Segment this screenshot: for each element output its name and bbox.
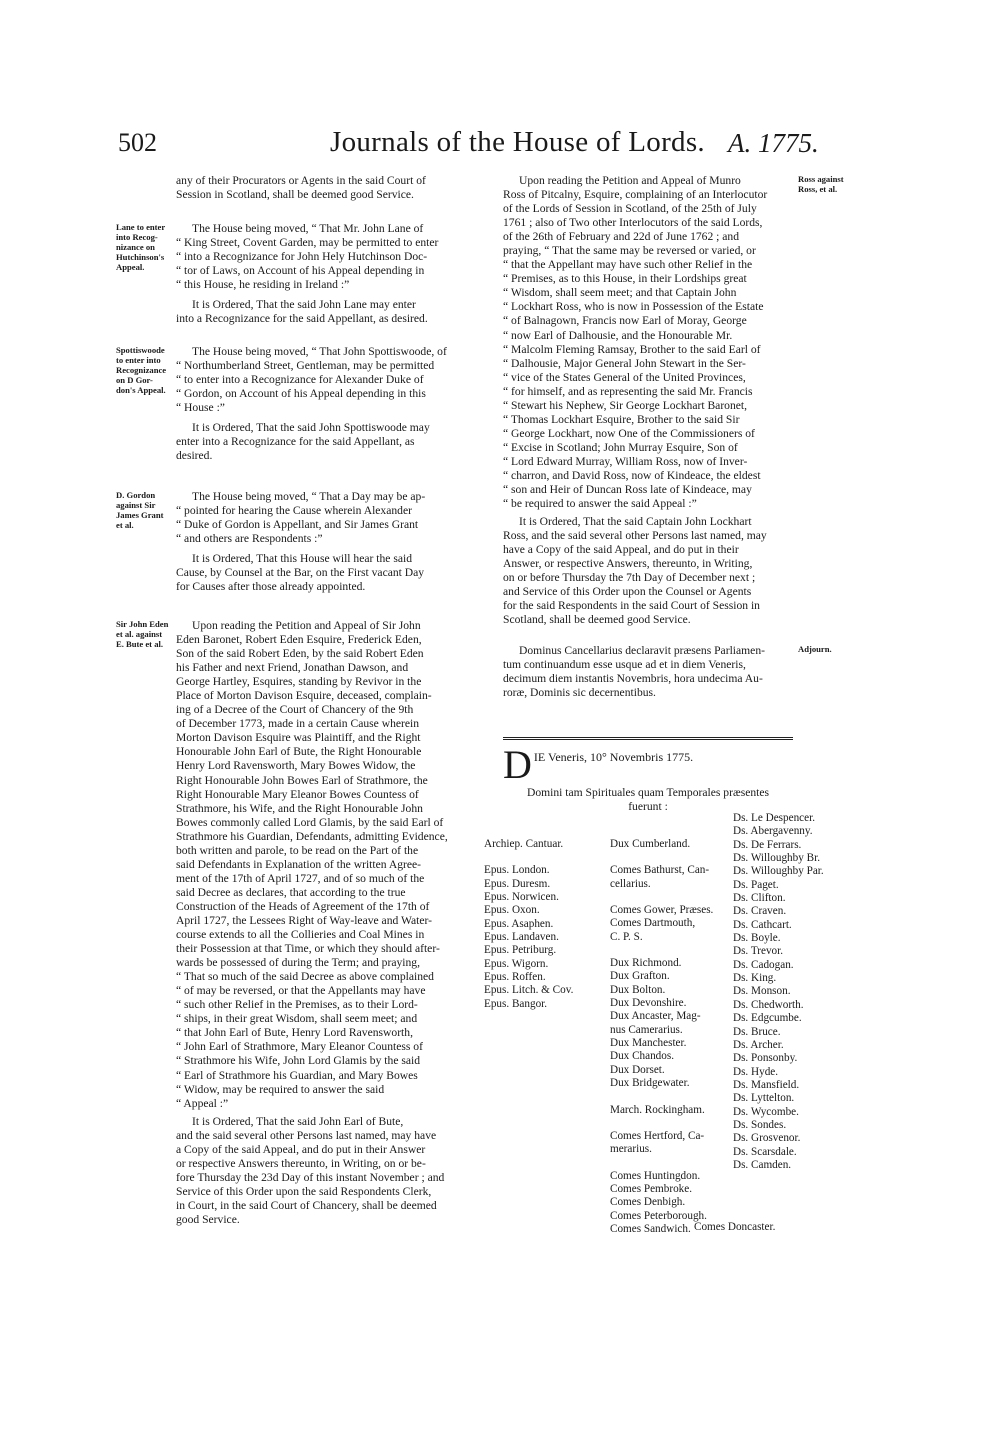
- text-line: “ that John Earl of Bute, Henry Lord Ravensworth,: [176, 1026, 413, 1040]
- roll-entry: Epus. Norwicen.: [484, 891, 559, 904]
- text-line: “ that the Appellant may have such other Relief in the: [503, 258, 753, 272]
- lane-paragraph: [176, 222, 466, 326]
- margin-note-eden: Sir John Eden et al. against E. Bute et al.: [116, 619, 169, 649]
- roll-entry: Comes Huntingdon.: [610, 1169, 701, 1182]
- page-number: 502: [118, 128, 157, 157]
- sitting-heading: [503, 742, 793, 814]
- text-line: Upon reading the Petition and Appeal of Sir John: [192, 619, 421, 632]
- margin-note-gordon: D. Gordon against Sir James Grant et al.: [116, 490, 164, 530]
- present-line: fuerunt :: [628, 800, 668, 813]
- text-line: praying, “ That the same may be reversed or varied, or: [503, 244, 756, 258]
- section-divider: [503, 737, 793, 740]
- text-line: course extends to all the Collieries and Coal Mines in: [176, 928, 425, 942]
- text-line: “ to enter into a Recognizance for Alexander Duke of: [176, 373, 424, 387]
- text-line: “ now Earl of Dalhousie, and the Honourable Mr.: [503, 328, 733, 342]
- text-line: “ Malcolm Fleming Ramsay, Brother to the said Earl of: [503, 342, 761, 356]
- text-line: their Possession at that Time, or which they should after-: [176, 942, 440, 956]
- text-line: “ Northumberland Street, Gentleman, may be permitted: [176, 359, 435, 373]
- text-line: “ George Lockhart, now One of the Commissioners of: [503, 426, 755, 440]
- text-line: “ for himself, and as representing the said Mr. Francis: [503, 384, 753, 398]
- roll-entry: [484, 851, 604, 864]
- text-line: “ son and Heir of Duncan Ross late of Kindeace, may: [503, 483, 752, 497]
- text-line: “ tor of Laws, on Account of his Appeal depending in: [176, 264, 425, 278]
- roll-entry: Dux Manchester.: [610, 1037, 687, 1050]
- roll-entry: Ds. Hyde.: [733, 1065, 779, 1078]
- roll-entry: March. Rockingham.: [610, 1103, 705, 1116]
- roll-entry: Ds. Boyle.: [733, 932, 781, 945]
- roll-entry: Ds. Craven.: [733, 905, 787, 918]
- roll-entry: Dux Bridgewater.: [610, 1077, 690, 1090]
- margin-note-ross: Ross against Ross, et al.: [798, 174, 844, 194]
- roll-entry: Ds. Ponsonby.: [733, 1052, 798, 1065]
- text-line: ment of the 17th of April 1727, and of so much of the: [176, 871, 425, 885]
- roll-entry: Ds. Monson.: [733, 985, 791, 998]
- text-line: It is Ordered, That the said John Lane may enter: [192, 298, 416, 312]
- page-header: [0, 128, 992, 168]
- ross-paragraph: [503, 174, 793, 628]
- roll-entry: Comes Denbigh.: [610, 1196, 686, 1209]
- margin-note-spottiswoode: Spottiswoode to enter into Recognizance on D Gor- don's Appeal.: [116, 345, 167, 395]
- text-line: “ Appeal :”: [176, 1096, 229, 1110]
- margin-note-lane: Lane to enter into Recog- nizance on Hutchinson's Appeal.: [116, 222, 166, 272]
- text-line: “ Duke of Gordon is Appellant, and Sir James Grant: [176, 518, 419, 532]
- roll-entry: Ds. Archer.: [733, 1038, 784, 1051]
- text-line: Henry Lord Ravensworth, Mary Bowes Widow, the: [176, 759, 416, 773]
- roll-entry: [610, 1117, 735, 1130]
- text-line: “ Dalhousie, Major General John Stewart in the Ser-: [503, 356, 746, 370]
- roll-entry: Ds. De Ferrars.: [733, 838, 802, 851]
- text-line: “ be required to answer the said Appeal :”: [503, 497, 697, 511]
- roll-entry: [610, 851, 735, 864]
- adjourn-paragraph: [503, 644, 793, 700]
- roll-entry: Ds. Wycombe.: [733, 1105, 799, 1118]
- text-line: Cause, by Counsel at the Bar, on the First vacant Day: [176, 566, 425, 580]
- text-line: of the 26th of February and 22d of June 1762 ; and: [503, 230, 740, 244]
- text-line: “ King Street, Covent Garden, may be permitted to enter: [176, 236, 439, 250]
- text-line: “ ships, in their great Wisdom, shall seem meet; and: [176, 1012, 418, 1026]
- text-line: enter into a Recognizance for the said Appellant, as: [176, 435, 415, 449]
- text-line: “ of Balnagown, Francis now Earl of Moray, George: [503, 314, 747, 328]
- drop-cap: D: [503, 742, 532, 787]
- roll-entry: Ds. Clifton.: [733, 892, 786, 905]
- text-line: fore Thursday the 23d Day of this instant November ; and: [176, 1170, 445, 1184]
- text-line: It is Ordered, That the said John Spottiswoode may: [192, 421, 430, 435]
- roll-entry: [610, 944, 735, 957]
- roll-entry: Epus. Litch. & Cov.: [484, 984, 574, 997]
- text-line: “ Lockhart Ross, who is now in Possession of the Estate: [503, 300, 764, 314]
- spottiswoode-paragraph: [176, 345, 466, 463]
- roll-column-barons: [733, 812, 848, 1172]
- journal-title: Journals of the House of Lords.: [330, 126, 705, 158]
- text-line: “ this House, he residing in Ireland :”: [176, 278, 350, 292]
- text-line: of December 1773, made in a certain Cause wherein: [176, 717, 420, 731]
- roll-entry: [610, 1091, 735, 1104]
- roll-entry: [610, 891, 735, 904]
- text-line: Dominus Cancellarius declaravit præsens Parliamen-: [519, 644, 765, 657]
- roll-entry: Dux Cumberland.: [610, 838, 691, 850]
- roll-entry: Ds. Bruce.: [733, 1025, 781, 1038]
- roll-entry: Ds. Edgcumbe.: [733, 1012, 802, 1025]
- text-line: “ and others are Respondents :”: [176, 532, 323, 546]
- roll-entry: Epus. Asaphen.: [484, 917, 554, 930]
- text-line: “ charron, and David Ross, now of Kindeace, the eldest: [503, 468, 761, 482]
- text-line: into a Recognizance for the said Appellant, as desired.: [176, 312, 428, 326]
- text-line: Honourable John Earl of Bute, the Right Honourable: [176, 745, 422, 759]
- roll-entry: Comes Hertford, Ca-: [610, 1129, 705, 1142]
- text-line: “ Earl of Strathmore his Guardian, and Mary Bowes: [176, 1068, 418, 1082]
- text-line: “ John Earl of Strathmore, Mary Eleanor Countess of: [176, 1040, 423, 1054]
- text-line: Upon reading the Petition and Appeal of Munro: [519, 174, 741, 187]
- text-line: “ of may be reversed, or that the Appellants may have: [176, 984, 426, 998]
- roll-entry: Ds. Scarsdale.: [733, 1145, 797, 1158]
- text-line: It is Ordered, That the said Captain John Lockhart: [519, 515, 752, 529]
- roll-column-peers: [610, 838, 735, 1236]
- text-line: The House being moved, “ That John Spottiswoode, of: [192, 345, 447, 358]
- text-line: and Service of this Order upon the Counsel or Agents: [503, 585, 752, 599]
- roll-entry: Ds. Trevor.: [733, 945, 784, 958]
- roll-entry: Dux Bolton.: [610, 983, 666, 996]
- text-line: a Copy of the said Appeal, and do put in their Answer: [176, 1142, 426, 1156]
- text-line: “ Stewart his Nephew, Sir George Lockhart Baronet,: [503, 398, 748, 412]
- roll-entry: cellarius.: [610, 877, 651, 890]
- text-line: “ Gordon, on Account of his Appeal depending in this: [176, 387, 426, 401]
- text-line: “ such other Relief in the Premises, as to their Lord-: [176, 998, 418, 1012]
- text-line: his Father and next Friend, Jonathan Dawson, and: [176, 661, 409, 675]
- text-line: wards be possessed of during the Term; and praying,: [176, 956, 421, 970]
- roll-entry: Epus. Roffen.: [484, 971, 546, 984]
- text-line: in Court, in the said Court of Chancery, shall be deemed: [176, 1198, 437, 1212]
- text-line: for the said Respondents in the said Court of Session in: [503, 599, 760, 613]
- text-line: April 1727, the Lessees Right of Way-leave and Water-: [176, 913, 433, 927]
- roll-entry: Comes Dartmouth,: [610, 917, 696, 930]
- roll-entry: Epus. Duresm.: [484, 877, 551, 890]
- text-line: “ vice of the States General of the United Provinces,: [503, 370, 746, 384]
- text-line: Session in Scotland, shall be deemed good Service.: [176, 188, 414, 202]
- text-line: Ross, and the said several other Persons last named, may: [503, 529, 767, 543]
- roll-entry: Dux Ancaster, Mag-: [610, 1010, 701, 1023]
- text-line: Scotland, shall be deemed good Service.: [503, 613, 691, 627]
- text-line: “ Strathmore his Wife, John Lord Glamis by the said: [176, 1054, 421, 1068]
- roll-entry: Dux Grafton.: [610, 970, 670, 983]
- roll-entry: [610, 1157, 735, 1170]
- roll-entry: Dux Devonshire.: [610, 997, 687, 1010]
- text-line: Service of this Order upon the said Respondents Clerk,: [176, 1184, 432, 1198]
- roll-entry: Ds. King.: [733, 972, 777, 985]
- roll-last-entry: Comes Doncaster.: [694, 1221, 776, 1233]
- text-line: 1761 ; also of Two other Interlocutors of the said Lords,: [503, 216, 763, 230]
- text-line: “ That so much of the said Decree as above complained: [176, 970, 434, 984]
- text-line: any of their Procurators or Agents in the said Court of: [176, 174, 426, 187]
- roll-entry: Epus. Oxon.: [484, 904, 540, 917]
- roll-entry: Comes Pembroke.: [610, 1182, 693, 1195]
- text-line: George Hartley, Esquires, standing by Revivor in the: [176, 675, 422, 689]
- roll-entry: Ds. Lyttelton.: [733, 1092, 795, 1105]
- present-line: Domini tam Spirituales quam Temporales præsentes: [526, 786, 770, 799]
- text-line: decimum diem instantis Novembris, hora undecima Au-: [503, 672, 763, 686]
- roll-entry: Comes Bathurst, Can-: [610, 864, 710, 877]
- text-line: for Causes after those already appointed.: [176, 580, 366, 594]
- roll-entry: Dux Chandos.: [610, 1050, 675, 1063]
- text-line: It is Ordered, That this House will hear the said: [192, 552, 413, 566]
- text-line: Eden Baronet, Robert Eden Esquire, Frederick Eden,: [176, 633, 422, 647]
- roll-entry: nus Camerarius.: [610, 1023, 683, 1036]
- text-line: roræ, Dominis sic decernentibus.: [503, 686, 656, 700]
- text-line: said Decree as declares, that according to the true: [176, 885, 406, 899]
- roll-entry: Comes Gower, Præses.: [610, 904, 714, 917]
- roll-entry: Comes Peterborough.: [610, 1209, 707, 1222]
- margin-note-adjourn: Adjourn.: [798, 644, 832, 654]
- roll-entry: Ds. Abergavenny.: [733, 825, 813, 838]
- text-line: on or before Thursday the 7th Day of December next ;: [503, 571, 756, 585]
- roll-entry: Epus. Wigorn.: [484, 957, 549, 970]
- text-line: and the said several other Persons last named, may have: [176, 1128, 437, 1142]
- text-line: The House being moved, “ That a Day may be ap-: [192, 490, 426, 503]
- text-line: ing of a Decree of the Court of Chancery of the 9th: [176, 703, 414, 717]
- text-line: “ Thomas Lockhart Esquire, Brother to the said Sir: [503, 412, 740, 426]
- text-line: “ Wisdom, shall seem meet; and that Captain John: [503, 286, 737, 300]
- roll-entry: Epus. Bangor.: [484, 997, 548, 1010]
- roll-entry: Ds. Cadogan.: [733, 958, 794, 971]
- roll-entry: Dux Dorset.: [610, 1063, 665, 1076]
- text-line: of the Lords of Session in Scotland, of the 25th of July: [503, 202, 757, 216]
- text-line: “ House :”: [176, 401, 225, 415]
- roll-entry: Comes Sandwich.: [610, 1222, 691, 1235]
- journal-year: A. 1775.: [728, 128, 819, 158]
- text-line: Strathmore his Guardian, Defendants, admitting Evidence,: [176, 829, 448, 843]
- text-line: Place of Morton Davison Esquire, deceased, complain-: [176, 689, 432, 703]
- text-line: tum continuandum esse usque ad et in diem Veneris,: [503, 658, 746, 672]
- eden-paragraph: [176, 619, 466, 1227]
- roll-entry: Epus. London.: [484, 864, 550, 877]
- text-line: “ Lord Edward Murray, William Ross, now of Inver-: [503, 454, 748, 468]
- text-line: “ Excise in Scotland; John Murray Esquire, Son of: [503, 440, 738, 454]
- text-line: Ross of Pitcalny, Esquire, complaining of an Interlocutor: [503, 188, 768, 202]
- sitting-date: IE Veneris, 10° Novembris 1775.: [533, 750, 694, 764]
- text-line: Answer, or respective Answers, thereunto, in Writing,: [503, 557, 753, 571]
- roll-entry: Ds. Camden.: [733, 1158, 792, 1171]
- roll-entry: C. P. S.: [610, 930, 643, 943]
- text-line: said Defendants in Explanation of the written Agree-: [176, 857, 422, 871]
- roll-entry: Ds. Chedworth.: [733, 998, 804, 1011]
- text-line: Strathmore, his Wife, and the Right Honourable John: [176, 801, 423, 815]
- continuation-text: [176, 174, 466, 202]
- text-line: The House being moved, “ That Mr. John Lane of: [192, 222, 424, 235]
- roll-entry: Ds. Mansfield.: [733, 1078, 800, 1091]
- text-line: Morton Davison Esquire was Plaintiff, and the Right: [176, 731, 421, 745]
- text-line: “ into a Recognizance for John Hely Hutchinson Doc-: [176, 250, 428, 264]
- text-line: “ Premises, as to this House, in their Lordships great: [503, 272, 747, 286]
- roll-column-bishops: [484, 838, 604, 1011]
- roll-entry: Ds. Willoughby Br.: [733, 852, 820, 865]
- text-line: desired.: [176, 449, 213, 463]
- text-line: have a Copy of the said Appeal, and do put in their: [503, 543, 739, 557]
- roll-entry: Archiep. Cantuar.: [484, 838, 564, 850]
- text-line: Bowes commonly called Lord Glamis, by the said Earl of: [176, 815, 444, 829]
- text-line: “ Widow, may be required to answer the said: [176, 1082, 385, 1096]
- roll-entry: Ds. Cathcart.: [733, 918, 792, 931]
- text-line: Son of the said Robert Eden, by the said Robert Eden: [176, 647, 424, 661]
- roll-entry: Epus. Petriburg.: [484, 944, 557, 957]
- roll-entry: merarius.: [610, 1143, 652, 1156]
- text-line: both written and parole, to be read on the Part of the: [176, 843, 419, 857]
- roll-entry: Ds. Sondes.: [733, 1118, 787, 1131]
- text-line: “ pointed for hearing the Cause wherein Alexander: [176, 504, 412, 518]
- text-line: Right Honourable Mary Eleanor Bowes Countess of: [176, 787, 419, 801]
- text-line: Right Honourable John Bowes Earl of Strathmore, the: [176, 773, 428, 787]
- roll-entry: Ds. Paget.: [733, 878, 779, 891]
- text-line: It is Ordered, That the said John Earl of Bute,: [192, 1114, 404, 1128]
- roll-entry: Ds. Willoughby Par.: [733, 865, 824, 878]
- gordon-paragraph: [176, 490, 466, 594]
- text-line: or respective Answers thereunto, in Writing, on or be-: [176, 1156, 426, 1170]
- roll-entry: Ds. Grosvenor.: [733, 1132, 801, 1145]
- roll-entry: Epus. Landaven.: [484, 931, 559, 944]
- roll-entry: Dux Richmond.: [610, 957, 682, 970]
- text-line: good Service.: [176, 1212, 240, 1226]
- roll-entry: Ds. Le Despencer.: [733, 812, 816, 824]
- text-line: Construction of the Heads of Agreement of the 17th of: [176, 899, 430, 913]
